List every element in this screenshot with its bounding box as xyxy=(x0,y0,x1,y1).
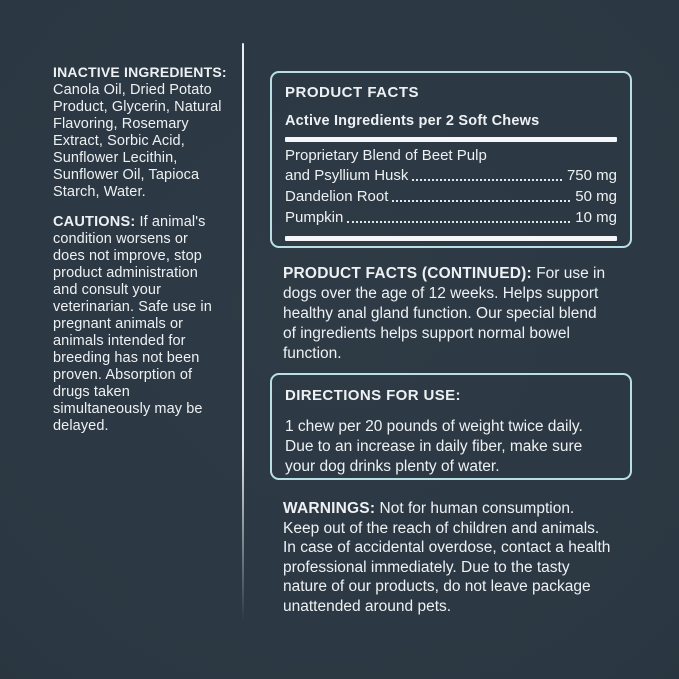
inactive-line: Starch, Water. xyxy=(53,184,146,200)
column-divider xyxy=(242,43,244,621)
cautions-line: animals intended for xyxy=(53,333,186,349)
cautions-line: condition worsens or xyxy=(53,231,188,247)
cautions-line: product administration xyxy=(53,265,198,281)
cautions-label: CAUTIONS: xyxy=(53,214,136,230)
directions-box xyxy=(270,373,632,480)
inactive-ingredients-label: INACTIVE INGREDIENTS: xyxy=(53,64,227,80)
left-column xyxy=(53,63,239,435)
dotted-leader xyxy=(347,221,570,223)
ingredient-row xyxy=(285,147,617,186)
cautions-line: does not improve, stop xyxy=(53,248,202,264)
warnings-line: nature of our products, do not leave package xyxy=(283,578,591,595)
dotted-leader xyxy=(412,179,562,181)
ingredient-amount: 750 mg xyxy=(566,167,617,184)
ingredient-rows xyxy=(285,147,617,228)
inactive-line: Extract, Sorbic Acid, xyxy=(53,133,185,149)
continued-label: PRODUCT FACTS (CONTINUED): xyxy=(283,265,532,282)
inactive-ingredients-section xyxy=(53,63,239,201)
directions-line: Due to an increase in daily fiber, make sure xyxy=(285,438,583,455)
cautions-line: proven. Absorption of xyxy=(53,367,193,383)
cautions-line: veterinarian. Safe use in xyxy=(53,299,212,315)
cautions-section xyxy=(53,214,239,435)
cautions-line: simultaneously may be xyxy=(53,401,203,417)
separator-bar-bottom xyxy=(285,236,617,241)
cautions-first-line xyxy=(53,214,239,231)
continued-line: dogs over the age of 12 weeks. Helps support xyxy=(283,285,599,302)
warnings-line: professional immediately. Due to the tasty xyxy=(283,558,570,576)
directions-line: your dog drinks plenty of water. xyxy=(285,458,500,475)
inactive-line: Flavoring, Rosemary xyxy=(53,116,189,132)
warnings-first-line xyxy=(283,499,668,519)
ingredient-name: Pumpkin xyxy=(285,209,344,226)
inactive-line: Product, Glycerin, Natural xyxy=(53,99,222,115)
continued-line: of ingredients helps support normal bowel xyxy=(283,325,570,342)
inactive-line: Sunflower Oil, Tapioca xyxy=(53,167,200,183)
cautions-line: and consult your xyxy=(53,282,161,298)
directions-title: DIRECTIONS FOR USE: xyxy=(285,387,461,404)
inactive-line: Canola Oil, Dried Potato xyxy=(53,82,212,98)
active-ingredients-subtitle: Active Ingredients per 2 Soft Chews xyxy=(285,113,540,129)
ingredient-amount: 50 mg xyxy=(575,188,617,205)
continued-line: function. xyxy=(283,345,342,362)
directions-text xyxy=(285,417,617,477)
dotted-leader xyxy=(392,200,570,202)
product-facts-continued-section xyxy=(283,264,663,364)
ingredient-name-line2 xyxy=(285,165,617,186)
warnings-line: In case of accidental overdose, contact a health xyxy=(283,539,611,556)
ingredient-name: and Psyllium Husk xyxy=(285,167,409,184)
cautions-text: If animal's xyxy=(139,214,206,230)
product-facts-title: PRODUCT FACTS xyxy=(285,84,419,101)
warnings-section xyxy=(283,499,668,616)
cautions-line: delayed. xyxy=(53,418,109,434)
separator-bar-top xyxy=(285,137,617,142)
ingredient-amount: 10 mg xyxy=(575,209,617,226)
warnings-label: WARNINGS: xyxy=(283,500,376,517)
ingredient-row xyxy=(285,207,617,228)
inactive-line: Sunflower Lecithin, xyxy=(53,150,178,166)
warnings-line: Keep out of the reach of children and animals. xyxy=(283,519,600,537)
continued-first-line xyxy=(283,264,663,284)
product-facts-box xyxy=(270,71,632,248)
continued-text: For use in xyxy=(536,265,606,282)
ingredient-name: Dandelion Root xyxy=(285,188,389,205)
ingredient-row xyxy=(285,186,617,207)
cautions-line: drugs taken xyxy=(53,384,130,400)
cautions-line: pregnant animals or xyxy=(53,316,184,332)
ingredient-name-line1: Proprietary Blend of Beet Pulp xyxy=(285,147,487,164)
directions-line: 1 chew per 20 pounds of weight twice daily. xyxy=(285,418,583,435)
warnings-text: Not for human consumption. xyxy=(379,500,575,517)
warnings-line: unattended around pets. xyxy=(283,597,452,615)
cautions-line: breeding has not been xyxy=(53,350,200,366)
continued-line: healthy anal gland function. Our special blend xyxy=(283,305,597,322)
